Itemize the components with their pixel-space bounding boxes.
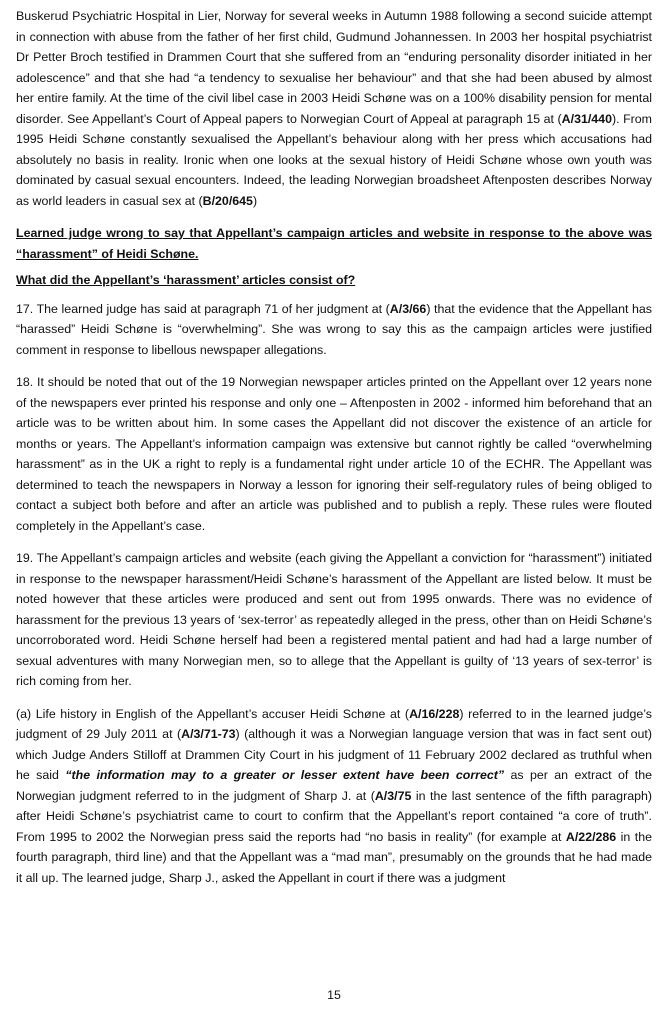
- text: ) (although it was a Norwegian language version that was in fact sent out) which Judge Anders Stilloff at Drammen City Court in his judgment of 11 February 2002 declared as truthful when he said: [16, 727, 652, 782]
- text: as per an extract of the Norwegian judgment referred to in the judgment of Sharp J. at (: [16, 768, 652, 803]
- reference: A/3/66: [389, 301, 427, 316]
- reference: A/16/228: [409, 706, 460, 721]
- quotation: “the information may to a greater or lesser extent have been correct”: [65, 768, 505, 782]
- paragraph-19a: [16, 704, 652, 889]
- text: 17. The learned judge has said at paragraph 71 of her judgment at (: [16, 301, 390, 316]
- text: Buskerud Psychiatric Hospital in Lier, Norway for several weeks in Autumn 1988 following a second suicide attempt in connection with abuse from the father of her first child, Gudmund Johannessen. In 2003 her hospital psychiatrist Dr Petter Broch testified in Drammen Court that she suffered from an “enduring personality disorder initiated in her adolescence” and that she had “a tendency to sexualise her behaviour” and that she had been abused by almost her entire family. At the time of the civil libel case in 2003 Heidi Schøne was on a 100% disability pension for mental disorder. See Appellant’s Court of Appeal papers to Norwegian Court of Appeal at paragraph 15 at (: [16, 9, 652, 126]
- text: ) referred to in the learned judge’s judgment of 29 July 2011 at (: [16, 706, 652, 741]
- text: ). From 1995 Heidi Schøne constantly sexualised the Appellant’s behaviour along with her press which accusations had absolutely no basis in reality. Ironic when one looks at the sexual history of Heidi Schøne whose own youth was dominated by casual sexual encounters. Indeed, the leading Norwegian broadsheet Aftenposten describes Norway as world leaders in casual sex at (: [16, 111, 652, 208]
- text: (a) Life history in English of the Appellant’s accuser Heidi Schøne at (: [16, 706, 410, 721]
- section-heading: Learned judge wrong to say that Appellant’s campaign articles and website in response to the above was “harassment” of Heidi Schøne.: [16, 226, 652, 261]
- reference: A/22/286: [565, 829, 617, 844]
- reference: A/3/75: [374, 788, 412, 803]
- reference: A/31/440: [561, 111, 612, 126]
- paragraph-intro: [16, 6, 652, 211]
- reference: A/3/71-73: [181, 727, 236, 741]
- section-subheading: What did the Appellant’s ‘harassment’ articles consist of?: [16, 273, 356, 287]
- text: in the fourth paragraph, third line) and that the Appellant was a “mad man”, presumably on the grounds that he had made it all up. The learned judge, Sharp J., asked the Appellant in court if there was a judgment: [16, 829, 652, 885]
- text: in the last sentence of the fifth paragraph) after Heidi Schøne’s psychiatrist came to court to confirm that the Appellant’s report contained “a core of truth”. From 1995 to 2002 the Norwegian press said the reports had “no basis in reality” (for example at: [16, 788, 652, 844]
- paragraph-17: [16, 299, 652, 361]
- text: ) that the evidence that the Appellant has “harassed” Heidi Schøne is “overwhelming”. She was wrong to say this as the campaign articles were justified comment in response to libellous newspaper allegations.: [16, 301, 652, 357]
- document-page: [16, 6, 652, 900]
- text: ): [252, 193, 258, 208]
- page-number: 15: [327, 988, 341, 1002]
- reference: B/20/645: [202, 193, 253, 208]
- paragraph-19: 19. The Appellant’s campaign articles and website (each giving the Appellant a conviction for “harassment”) initiated in response to the newspaper harassment/Heidi Schøne’s harassment of the Appellant are listed below. It must be noted however that these articles were produced and sent out from 1995 onwards. There was no evidence of harassment for the previous 13 years of ‘sex-terror’ as repeatedly alleged in the press, other than on Heidi Schøne’s uncorroborated word. Heidi Schøne herself had been a registered mental patient and had had a large number of sexual adventures with many Norwegian men, so to allege that the Appellant is guilty of ‘13 years of sex-terror’ is rich coming from her.: [16, 551, 652, 688]
- paragraph-18: 18. It should be noted that out of the 19 Norwegian newspaper articles printed on the Appellant over 12 years none of the newspapers ever printed his response and only one – Aftenposten in 2002 - informed him beforehand that an article was to be written about him. In some cases the Appellant did not discover the existence of an article for months or years. The Appellant’s information campaign was extensive but cannot rightly be called “overwhelming harassment” as in the UK a right to reply is a fundamental right under article 10 of the ECHR. The Appellant was determined to teach the newspapers in Norway a lesson for ignoring their self-regulatory rules of being obliged to contact a subject both before and after an article was published and to publish a reply. These rules were flouted completely in the Appellant’s case.: [16, 375, 652, 533]
